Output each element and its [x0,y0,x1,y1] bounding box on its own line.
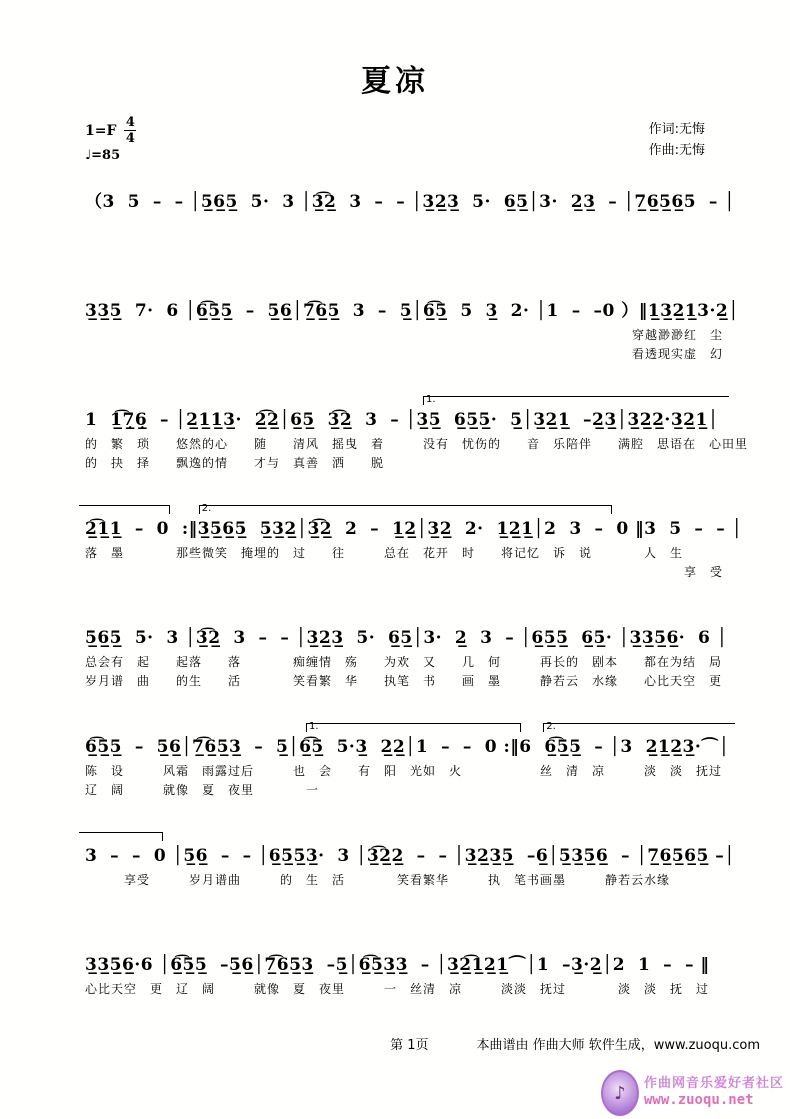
time-signature-bottom: 4 [125,131,135,146]
lyrics-line: 看透现实虚 幻 [631,346,723,361]
system-8 [85,939,735,1031]
watermark-text-block [644,1077,784,1108]
system-6 [85,721,735,813]
notation-line-5: 5̲6̲5̲ 5· 3 │3̲͡2̲ 3 – – │3̲2̲3̲ 5· 6̲5̲│3· 2̲ 3 – │6̲5̲5̲ 6̲5̲· │3̲3̲5̲6̲· 6 │ [85,628,728,648]
lyrics-line: 穿越渺渺红 尘 [631,327,723,342]
system-2 [85,285,739,377]
lyrics-line: 的 抉 择 飘逸的情 才与 真善 洒 脱 [85,455,385,470]
lyrics-line: 享 受 [683,564,723,579]
composer-credit: 作曲:无悔 [648,142,705,158]
lyricist-credit: 作词:无悔 [648,122,705,137]
page-number: 第 1页 [390,1038,429,1053]
notation-line-1: （3 5 – – │5̲6̲5̲ 5· 3 │3̲͡2̲ 3 – – │3̲2̲3̲ 5· 6̲5̲│3· 2̲3̲ – │7̲6̲5̲6̲5 – │ [85,192,736,212]
key-tempo-block [85,116,136,163]
volta-bracket-continuation [79,832,164,841]
volta-label: 2. [201,503,212,514]
system-5 [85,612,735,704]
music-note-logo-icon [601,1070,639,1116]
lyrics-line: 落 墨 那些微笑 掩埋的 过 往 总在 花开 时 将记忆 诉 说 人 生 [85,545,684,560]
watermark-community-text: 作曲网音乐爱好者社区 [643,1076,784,1092]
note-glyph: ♪ [614,1082,626,1104]
time-signature-top: 4 [125,115,135,130]
time-signature [124,116,136,145]
notation-line-7: 3 – – 0 │5̲6̲ – – │6̲5̲5̲3̲· 3 │3̲͡2̲2̲ – – │3̲2̲3̲5̲ –6̲│5̲3̲5̲6̲ – │7̲6̲5̲6̲5̲ –│ [85,846,735,866]
volta-bracket-2 [543,723,735,732]
lyrics-line: 享受 岁月谱曲 的 生 活 笑看繁华 执 笔书画墨 静若云水缘 [85,872,671,887]
page-footer [0,1034,790,1053]
volta-label: 1. [426,394,436,405]
song-title: 夏凉 [361,64,429,99]
score-meta [85,116,705,170]
volta-bracket-continuation [79,505,170,514]
system-4 [85,503,743,595]
notation-line-6: 6̲͡5̲5̲ – 5̲6̲│7̲͡6̲5̲3̲ – 5̲│6̲͡5̲ 5·3̲ 2̲2̲│1 – – 0 :‖6 6̲͡5̲5̲ – │3 2̲1̲2̲3̲·⌒│ [85,737,730,757]
quarter-note-icon: ♩ [85,148,92,163]
watermark-url: www.zuoqu.net [643,1092,754,1109]
volta-bracket-2 [199,505,612,514]
key-signature: 1=F [85,122,117,139]
notation-line-8: 3̲3̲5̲6̲·6 │6̲͡5̲5̲ –5̲6̲│7̲͡6̲5̲3̲ –5̲│6̲͡5̲3̲3̲ – │3̲2̲͡1̲2̲1̲⌒│1 –3̲·2̲│2 1 – – ‖ [85,955,710,975]
system-3 [85,394,749,486]
volta-label: 2. [546,721,556,732]
lyrics-line: 岁月谱 曲 的生 活 笑看繁 华 执笔 书 画 墨 静若云 水缘 心比天空 更 [85,673,723,688]
credits-block [649,120,705,162]
watermark [601,1070,784,1116]
volta-bracket-1 [423,396,729,405]
system-7 [85,830,735,922]
lyrics-line: 心比天空 更 辽 阔 就像 夏 夜里 一 丝清 凉 淡淡 抚过 淡 淡 抚 过 [85,981,710,996]
notation-line-4: 2̲͡1̲1̲ – 0 :‖3̲5̲6̲5̲ 5̲3̲2̲│3̲͡2̲ 2 – 1̲2̲│3̲2̲ 2· 1̲2̲1̲│2 3 – 0 ‖3 5 – – │ [85,519,743,539]
lyrics-line: 辽 阔 就像 夏 夜里 一 [85,782,320,797]
notation-line-3: 1 1̲͡7̲̣6̲̣ – │2̲1̲1̲3̲· 2̲͡2̲│6̲5̲ 3̲͡2̲ 3 – │3̲5̲ 6̲5̲5̲· 5̲│3̲2̲1̲ –2̲3̲│3̲2̲2̲·3̲2̲1̲│ [85,410,719,430]
generator-note: 本曲谱由 作曲大师 软件生成，www.zuoqu.com [476,1038,760,1053]
volta-label: 1. [309,721,319,732]
tempo-marking [85,148,136,163]
volta-bracket-1 [306,723,521,732]
lyrics-line: 的 繁 琐 悠然的心 随 清风 摇曳 着 没有 忧伤的 音 乐陪伴 满腔 思语在 心田里 [85,436,749,451]
tempo-value: =85 [91,148,121,163]
notation-line-2: 3̲3̲5̲ 7· 6 │6̲͡5̲5̲ – 5̲6̲│7̲͡6̲5̲ 3 – 5̲│6̲͡5̲ 5 3̲ 2· │1 – –0 ）‖1̲3̲2̲1̲3·2̲│ [85,301,739,321]
lyrics-line: 陈 设 风霜 雨露过后 也 会 有 阳 光如 火 丝 清 凉 淡 淡 抚过 [85,763,723,778]
score-body [85,176,749,1031]
system-1 [85,176,735,268]
lyrics-line: 总会有 起 起落 落 痴缠情 殇 为欢 又 几 何 再长的 剧本 都在为结 局 [85,654,723,669]
